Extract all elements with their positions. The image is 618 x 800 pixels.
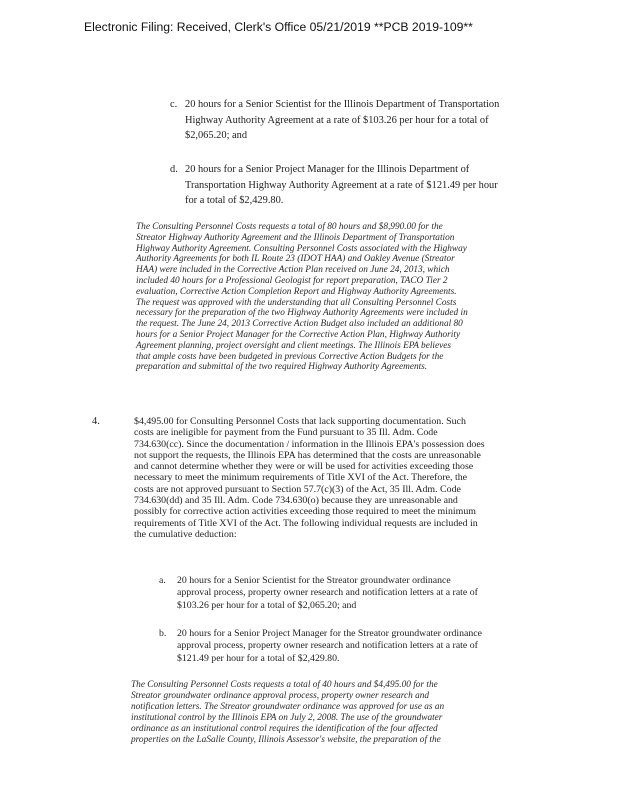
text-line: Streator Highway Authority Agreement and the Illinois Department of Transportation — [136, 232, 455, 243]
text-line: 734.630(cc). Since the documentation / information in the Illinois EPA's possession does — [134, 438, 485, 450]
text-line: costs are not approved pursuant to Section 57.7(c)(3) of the Act, 35 Ill. Adm. Code — [134, 483, 461, 495]
item-marker: d. — [170, 164, 178, 175]
item-marker: c. — [170, 99, 178, 110]
text-line: Highway Authority Agreement at a rate of $103.26 per hour for a total of — [185, 114, 489, 126]
item-text — [185, 162, 498, 209]
text-line: Highway Authority Agreement. Consulting Personnel Costs associated with the Highway — [136, 243, 467, 254]
text-line: institutional control by the Illinois EPA on July 2, 2008. The use of the groundwater — [131, 712, 443, 723]
text-line: the request. The June 24, 2013 Corrective Action Budget also included an additional 80 — [136, 319, 463, 330]
text-line: necessary for the preparation of the two Highway Authority Agreements were included in — [136, 308, 468, 319]
text-line: costs are ineligible for payment from the Fund pursuant to 35 Ill. Adm. Code — [134, 427, 438, 439]
section-4-body — [134, 416, 485, 540]
text-line: properties on the LaSalle County, Illinois Assessor's website, the preparation of the — [131, 734, 441, 745]
text-line: for a total of $2,429.80. — [185, 195, 284, 206]
text-line: $103.26 per hour for a total of $2,065.20; and — [177, 599, 357, 611]
text-line: The request was approved with the understanding that all Consulting Personnel Costs — [136, 297, 457, 308]
text-line: Streator groundwater ordinance approval process, property owner research and — [131, 690, 430, 701]
text-line: not support the requests, the Illinois EPA has determined that the costs are unreasonable — [134, 449, 481, 461]
text-line: notification letters. The Streator groundwater ordinance was approved for use as an — [131, 701, 445, 712]
italic-explanation-paragraph-2 — [131, 680, 444, 745]
text-line: The Consulting Personnel Costs requests a total of 80 hours and $8,990.00 for the — [136, 222, 443, 232]
item-marker: a. — [159, 575, 166, 586]
item-text — [177, 628, 482, 665]
item-text — [185, 97, 499, 144]
text-line: $2,065.20; and — [185, 130, 248, 141]
text-line: evaluation, Corrective Action Completion Report and Highway Authority Agreements. — [136, 286, 457, 297]
text-line: 20 hours for a Senior Scientist for the Streator groundwater ordinance — [177, 575, 451, 586]
text-line: that ample costs have been budgeted in previous Corrective Action Budgets for the — [136, 351, 444, 362]
text-line: HAA) were included in the Corrective Action Plan received on June 24, 2013, which — [136, 265, 450, 276]
text-line: approval process, property owner research and notification letters at a rate of — [177, 587, 478, 599]
text-line: 20 hours for a Senior Project Manager for the Streator groundwater ordinance — [177, 628, 482, 639]
text-line: necessary to meet the minimum requirements of Title XVI of the Act. Therefore, the — [134, 472, 468, 484]
filing-stamp-header: Electronic Filing: Received, Clerk's Office 05/21/2019 **PCB 2019-109** — [84, 20, 473, 34]
text-line: 20 hours for a Senior Project Manager for the Illinois Department of — [185, 164, 470, 175]
item-marker: b. — [159, 628, 167, 639]
text-line: possibly for corrective action activities exceeding those required to meet the minimum — [134, 506, 476, 518]
section-number: 4. — [92, 416, 100, 427]
text-line: The Consulting Personnel Costs requests a total of 40 hours and $4,495.00 for the — [131, 680, 438, 690]
text-line: and cannot determine whether they were or will be used for activities exceeding those — [134, 461, 474, 473]
item-text — [177, 575, 478, 612]
text-line: approval process, property owner research and notification letters at a rate of — [177, 640, 478, 652]
text-line: the cumulative deduction: — [134, 528, 237, 540]
text-line: 734.630(dd) and 35 Ill. Adm. Code 734.630(o) because they are unreasonable and — [134, 495, 458, 507]
text-line: requirements of Title XVI of the Act. The following individual requests are included in — [134, 517, 478, 529]
text-line: preparation and submittal of the two required Highway Authority Agreements. — [136, 362, 428, 373]
text-line: included 40 hours for a Professional Geologist for report preparation, TACO Tier 2 — [136, 275, 448, 286]
text-line: $121.49 per hour for a total of $2,429.80. — [177, 652, 340, 664]
italic-explanation-paragraph — [136, 222, 468, 373]
text-line: hours for a Senior Project Manager for the Corrective Action Plan, Highway Authority — [136, 329, 461, 340]
text-line: ordinance as an institutional control requires the identification of the four affected — [131, 723, 438, 734]
text-line: Authority Agreements for both IL Route 23 (IDOT HAA) and Oakley Avenue (Streator — [136, 254, 455, 265]
text-line: Agreement planning, project oversight and client meetings. The Illinois EPA believes — [136, 340, 451, 351]
text-line: $4,495.00 for Consulting Personnel Costs that lack supporting documentation. Such — [134, 416, 466, 427]
text-line: 20 hours for a Senior Scientist for the Illinois Department of Transportation — [185, 99, 500, 110]
text-line: Transportation Highway Authority Agreement at a rate of $121.49 per hour — [185, 179, 498, 191]
